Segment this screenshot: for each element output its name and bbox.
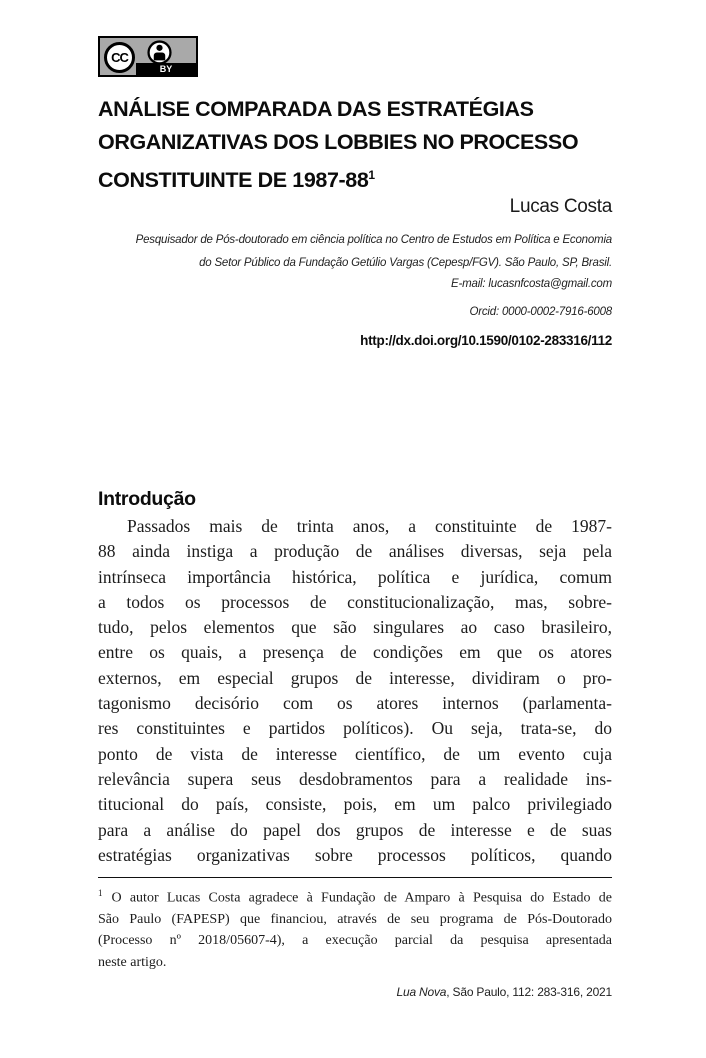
- title-line: ANÁLISE COMPARADA DAS ESTRATÉGIAS: [98, 97, 534, 121]
- affiliation-line: Pesquisador de Pós-doutorado em ciência política no Centro de Estudos em Política e Economia: [135, 234, 612, 246]
- title-line: ORGANIZATIVAS DOS LOBBIES NO PROCESSO: [98, 130, 579, 154]
- author-name: Lucas Costa: [509, 196, 612, 217]
- body-line: ponto de vista de interesse científico, de um evento cuja: [98, 743, 612, 764]
- body-line: para a análise do papel dos grupos de interesse e de suas: [98, 819, 612, 840]
- footnote-line-text: O autor Lucas Costa agradece à Fundação de Amparo à Pesquisa do Estado de: [111, 890, 612, 906]
- footnote-line: neste artigo.: [98, 954, 167, 970]
- body-line: externos, em especial grupos de interesse, dividiram o pro-: [98, 667, 612, 688]
- footnote-line: [98, 883, 612, 909]
- author-orcid: Orcid: 0000-0002-7916-6008: [469, 306, 612, 318]
- doi-link: http://dx.doi.org/10.1590/0102-283316/112: [360, 333, 612, 348]
- title-line-text: CONSTITUINTE DE 1987-88: [98, 168, 369, 193]
- body-line: relevância supera seus desdobramentos para a realidade ins-: [98, 768, 612, 789]
- body-line: entre os quais, a presença de condições em que os atores: [98, 642, 612, 663]
- body-line: estratégias organizativas sobre processos políticos, quando: [98, 844, 612, 865]
- footnote-line: (Processo nº 2018/05607-4), a execução parcial da pesquisa apresentada: [98, 933, 612, 949]
- footnote-marker: 1: [98, 888, 103, 898]
- body-line: tagonismo decisório com os atores internos (parlamenta-: [98, 693, 612, 714]
- journal-name: Lua Nova: [396, 985, 447, 999]
- body-line: intrínseca importância histórica, política e jurídica, comum: [98, 566, 612, 587]
- footnote-line: São Paulo (FAPESP) que financiou, através de seu programa de Pós-Doutorado: [98, 911, 612, 927]
- body-line: res constituintes e partidos políticos). Ou seja, trata-se, do: [98, 718, 612, 739]
- body-line: titucional do país, consiste, pois, em um palco privilegiado: [98, 794, 612, 815]
- cc-by-license-badge: [98, 36, 198, 77]
- affiliation-line: do Setor Público da Fundação Getúlio Vargas (Cepesp/FGV). São Paulo, SP, Brasil.: [199, 257, 612, 269]
- journal-citation: , São Paulo, 112: 283-316, 2021: [446, 985, 612, 999]
- body-line: a todos os processos de constitucionalização, mas, sobre-: [98, 591, 612, 612]
- attribution-person-icon: [147, 40, 172, 65]
- body-line: Passados mais de trinta anos, a constituinte de 1987-: [127, 516, 612, 536]
- cc-logo-icon: CC: [104, 42, 135, 73]
- section-heading: Introdução: [98, 488, 196, 510]
- footnote-separator: [98, 877, 612, 878]
- author-email: E-mail: lucasnfcosta@gmail.com: [451, 278, 612, 290]
- article-title: [98, 93, 612, 197]
- body-line: tudo, pelos elementos que são singulares ao caso brasileiro,: [98, 617, 612, 638]
- title-footnote-marker: 1: [368, 168, 375, 182]
- author-affiliation: [98, 229, 612, 275]
- body-line: 88 ainda instiga a produção de análises diversas, seja pela: [98, 541, 612, 562]
- cc-by-label: BY: [136, 63, 196, 75]
- footnote: [98, 883, 612, 973]
- intro-paragraph: [98, 514, 612, 868]
- title-line: [98, 159, 612, 197]
- journal-footer: [98, 985, 612, 999]
